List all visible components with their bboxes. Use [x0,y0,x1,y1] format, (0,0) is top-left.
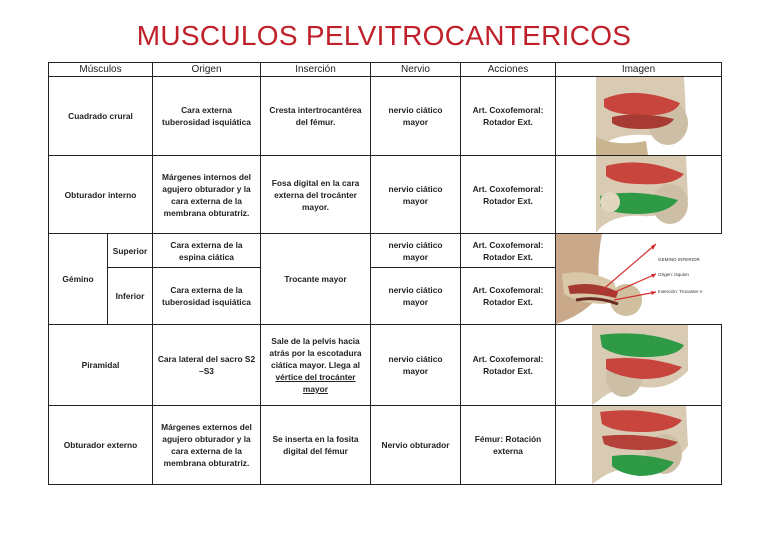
header-musculos: Músculos [49,63,153,77]
nervio-gemino-inferior: nervio ciático mayor [371,268,461,325]
origen-obturador-externo: Márgenes externos del agujero obturador y la cara externa de la membrana obturatriz. [153,406,261,485]
imagen-cuadrado [556,77,722,156]
header-insercion: Inserción [261,63,371,77]
nervio-piramidal: nervio ciático mayor [371,325,461,406]
musculo-piramidal: Piramidal [49,325,153,406]
header-acciones: Acciones [461,63,556,77]
gemino-annotated-illustration [556,234,722,324]
table-row [49,325,722,406]
origen-cuadrado: Cara externa tuberosidad isquiática [153,77,261,156]
insercion-gemino: Trocante mayor [261,234,371,325]
table-row [49,406,722,485]
imagen-obturador-externo [556,406,722,485]
nervio-gemino-superior: nervio ciático mayor [371,234,461,268]
nervio-obturador-externo: Nervio obturador [371,406,461,485]
imagen-gemino [556,234,722,325]
insercion-piramidal-text: Sale de la pelvis hacia atrás por la escotadura ciática mayor. Llega al [269,336,362,370]
insercion-obturador-externo: Se inserta en la fosita digital del fémur [261,406,371,485]
gemino-inferior-label: Inferior [108,268,153,325]
hip-muscle-illustration [556,325,722,405]
origen-gemino-inferior: Cara externa de la tuberosidad isquiática [153,268,261,325]
origen-gemino-superior: Cara externa de la espina ciática [153,234,261,268]
table-header-row [49,63,722,77]
hip-muscle-illustration [556,156,722,233]
insercion-cuadrado: Cresta intertrocantérea del fémur. [261,77,371,156]
acciones-obturador-interno: Art. Coxofemoral: Rotador Ext. [461,156,556,234]
page-title: MUSCULOS PELVITROCANTERICOS [136,20,632,51]
insercion-piramidal [261,325,371,406]
origen-obturador-interno: Márgenes internos del agujero obturador y la cara externa de la membrana obturatriz. [153,156,261,234]
nervio-obturador-interno: nervio ciático mayor [371,156,461,234]
header-imagen: Imagen [556,63,722,77]
insercion-piramidal-underlined: vértice del trocánter mayor [275,372,356,394]
hip-muscle-illustration [556,77,722,155]
musculo-obturador-externo: Obturador externo [49,406,153,485]
musculo-obturador-interno: Obturador interno [49,156,153,234]
table-row [49,234,722,268]
imagen-obturador-interno [556,156,722,234]
header-nervio: Nervio [371,63,461,77]
gemino-image-insercion: Inserción: Trocanter n [658,289,703,294]
gemino-superior-label: Superior [108,234,153,268]
acciones-gemino-superior: Art. Coxofemoral: Rotador Ext. [461,234,556,268]
imagen-piramidal [556,325,722,406]
table-row [49,156,722,234]
table-row [49,77,722,156]
musculo-cuadrado: Cuadrado crural [49,77,153,156]
acciones-cuadrado: Art. Coxofemoral: Rotador Ext. [461,77,556,156]
acciones-piramidal: Art. Coxofemoral: Rotador Ext. [461,325,556,406]
acciones-gemino-inferior: Art. Coxofemoral: Rotador Ext. [461,268,556,325]
insercion-obturador-interno: Fosa digital en la cara externa del trocánter mayor. [261,156,371,234]
gemino-image-title: GEMINO INFERIOR [658,257,700,262]
header-origen: Origen [153,63,261,77]
gemino-image-origen: Origen: isquion [658,272,689,277]
muscles-table [48,62,722,485]
hip-muscle-illustration [556,406,722,484]
acciones-obturador-externo: Fémur: Rotación externa [461,406,556,485]
origen-piramidal: Cara lateral del sacro S2 –S3 [153,325,261,406]
musculo-gemino: Gémino [49,234,108,325]
nervio-cuadrado: nervio ciático mayor [371,77,461,156]
